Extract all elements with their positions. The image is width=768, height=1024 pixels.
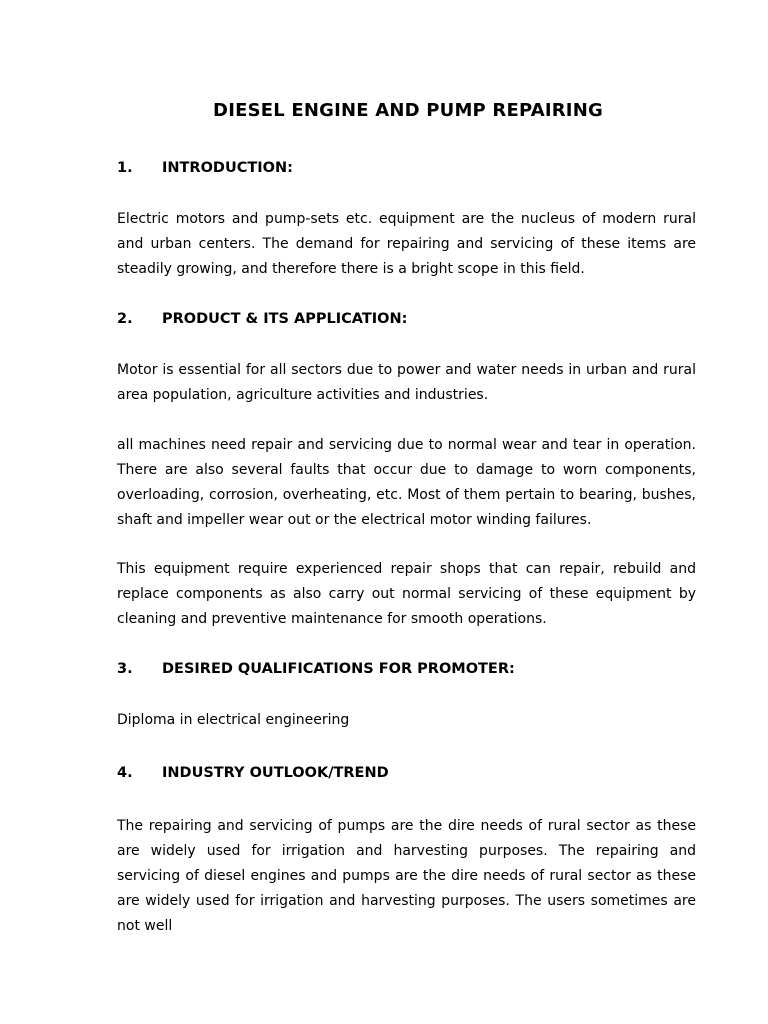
section-heading-industry-outlook xyxy=(117,763,389,783)
section-title: PRODUCT & ITS APPLICATION: xyxy=(162,311,408,327)
section-number: 3. xyxy=(117,661,133,677)
section-heading-introduction xyxy=(117,158,293,178)
section-heading-product-application xyxy=(117,309,407,329)
paragraph: all machines need repair and servicing due to normal wear and tear in operation. There are also several faults that occur due to damage to worn components, overloading, corrosion, overheating, etc. Most of them pertain to bearing, bushes, shaft and impeller wear out or the electrical motor winding failures. xyxy=(117,437,696,528)
paragraph: Motor is essential for all sectors due to power and water needs in urban and rural area population, agriculture activities and industries. xyxy=(117,362,696,403)
section-heading-qualifications xyxy=(117,659,515,679)
document-title: DIESEL ENGINE AND PUMP REPAIRING xyxy=(213,100,603,121)
paragraph: This equipment require experienced repair shops that can repair, rebuild and replace components as also carry out normal servicing of these equipment by cleaning and preventive maintenance for smooth operations. xyxy=(117,561,696,627)
section-number: 1. xyxy=(117,160,133,176)
section-title: INTRODUCTION: xyxy=(162,160,293,176)
paragraph: Diploma in electrical engineering xyxy=(117,712,350,728)
section-title: INDUSTRY OUTLOOK/TREND xyxy=(162,765,389,781)
section-number: 2. xyxy=(117,311,133,327)
paragraph: The repairing and servicing of pumps are the dire needs of rural sector as these are widely used for irrigation and harvesting purposes. The repairing and servicing of diesel engines and pumps are the dire needs of rural sector as these are widely used for irrigation and harvesting purposes. The users sometimes are not well xyxy=(117,818,696,934)
paragraph: Electric motors and pump-sets etc. equipment are the nucleus of modern rural and urban centers. The demand for repairing and servicing of these items are steadily growing, and therefore there is a bright scope in this field. xyxy=(117,211,696,277)
section-number: 4. xyxy=(117,765,133,781)
section-title: DESIRED QUALIFICATIONS FOR PROMOTER: xyxy=(162,661,515,677)
